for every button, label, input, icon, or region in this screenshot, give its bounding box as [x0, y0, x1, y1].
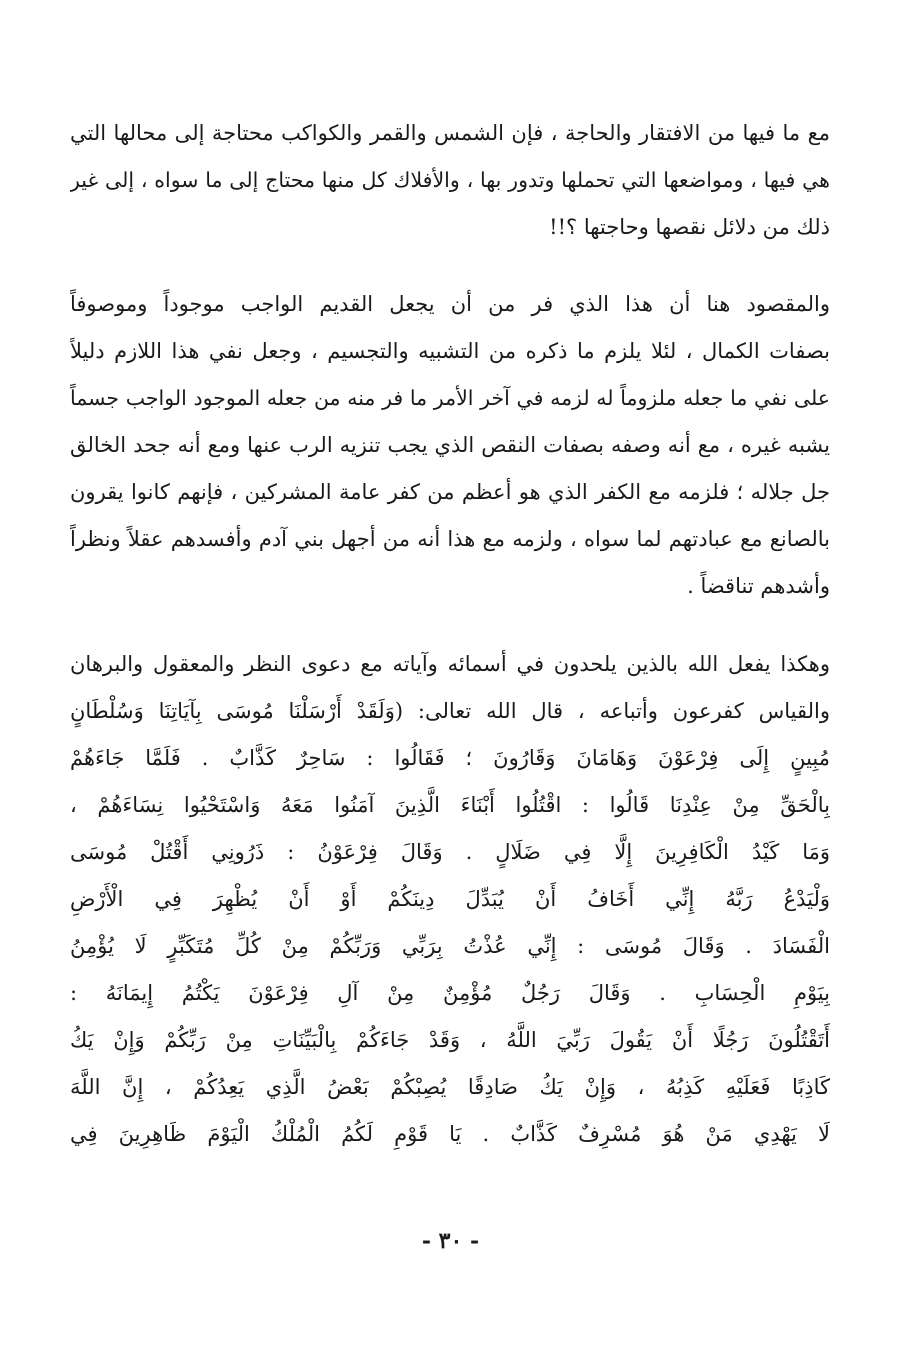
quran-text-line: لَا يَهْدِي مَنْ هُوَ مُسْرِفٌ كَذَّابٌ . يَا قَوْمِ لَكُمُ الْمُلْكُ الْيَوْمَ ظَاهِرِينَ فِي — [70, 1122, 830, 1146]
quran-text-line: بِيَوْمِ الْحِسَابِ . وَقَالَ رَجُلٌ مُؤْمِنٌ مِنْ آلِ فِرْعَوْنَ يَكْتُمُ إِيمَانَهُ : — [70, 981, 830, 1005]
text-line: يشبه غيره ، مع أنه وصفه بصفات النقص الذي يجب تنزيه الرب عنها ومع أنه جحد الخالق — [70, 433, 830, 457]
quran-text-line: وَلْيَدْعُ رَبَّهُ إِنِّي أَخَافُ أَنْ يُبَدِّلَ دِينَكُمْ أَوْ أَنْ يُظْهِرَ فِي الْأَرْضِ — [70, 887, 830, 911]
quran-text-line: كَاذِبًا فَعَلَيْهِ كَذِبُهُ ، وَإِنْ يَكُ صَادِقًا يُصِبْكُمْ بَعْضُ الَّذِي يَعِدُكُمْ ، إِنَّ اللَّهَ — [70, 1075, 830, 1099]
text-line: والقياس كفرعون وأتباعه ، قال الله تعالى: (وَلَقَدْ أَرْسَلْنَا مُوسَى بِآيَاتِنَا وَسُلْطَانٍ — [70, 699, 830, 723]
quran-text-line: الْفَسَادَ . وَقَالَ مُوسَى : إِنِّي عُذْتُ بِرَبِّي وَرَبِّكُمْ مِنْ كُلِّ مُتَكَبِّرٍ لَا يُؤْمِنُ — [70, 934, 830, 958]
text-line: هي فيها ، ومواضعها التي تحملها وتدور بها ، والأفلاك كل منها محتاج إلى ما سواه ، إلى غير — [70, 168, 830, 192]
text-line: جل جلاله ؛ فلزمه مع الكفر الذي هو أعظم من كفر عامة المشركين ، فإنهم كانوا يقرون — [70, 480, 830, 504]
text-line: على نفي ما جعله ملزوماً له لزمه في آخر الأمر ما فر منه من جعله الموجود الواجب جسماً — [70, 386, 830, 410]
paragraph-3 — [70, 641, 830, 1158]
text-line: وهكذا يفعل الله بالذين يلحدون في أسمائه وآياته مع دعوى النظر والمعقول والبرهان — [70, 652, 830, 676]
text-line: وأشدهم تناقضاً . — [687, 574, 830, 598]
text-line: ذلك من دلائل نقصها وحاجتها ؟!! — [549, 215, 830, 239]
page-number: - ٣٠ - — [421, 1228, 480, 1254]
paragraph-1 — [70, 110, 830, 251]
quran-text-line: وَمَا كَيْدُ الْكَافِرِينَ إِلَّا فِي ضَلَالٍ . وَقَالَ فِرْعَوْنُ : ذَرُونِي أَقْتُلْ مُوسَى — [70, 840, 830, 864]
text-line: بالصانع مع عبادتهم لما سواه ، ولزمه مع هذا أنه من أجهل بني آدم وأفسدهم عقلاً ونظراً — [70, 527, 830, 551]
quran-text-line: مُبِينٍ إِلَى فِرْعَوْنَ وَهَامَانَ وَقَارُونَ ؛ فَقَالُوا : سَاحِرٌ كَذَّابٌ . فَلَمَّا جَاءَهُمْ — [70, 746, 830, 770]
text-line: مع ما فيها من الافتقار والحاجة ، فإن الشمس والقمر والكواكب محتاجة إلى محالها التي — [70, 121, 830, 145]
quran-text-line: أَتَقْتُلُونَ رَجُلًا أَنْ يَقُولَ رَبِّيَ اللَّهُ ، وَقَدْ جَاءَكُمْ بِالْبَيِّنَاتِ مِنْ رَبِّكُمْ وَإِنْ يَكُ — [70, 1028, 830, 1052]
text-line: بصفات الكمال ، لئلا يلزم ما ذكره من التشبيه والتجسيم ، وجعل نفي هذا اللازم دليلاً — [70, 339, 830, 363]
quran-text-line: بِالْحَقِّ مِنْ عِنْدِنَا قَالُوا : اقْتُلُوا أَبْنَاءَ الَّذِينَ آمَنُوا مَعَهُ وَاسْتَحْيُوا نِسَاءَهُمْ ، — [70, 793, 830, 817]
text-line: والمقصود هنا أن هذا الذي فر من أن يجعل القديم الواجب موجوداً وموصوفاً — [70, 292, 830, 316]
paragraph-2 — [70, 281, 830, 610]
